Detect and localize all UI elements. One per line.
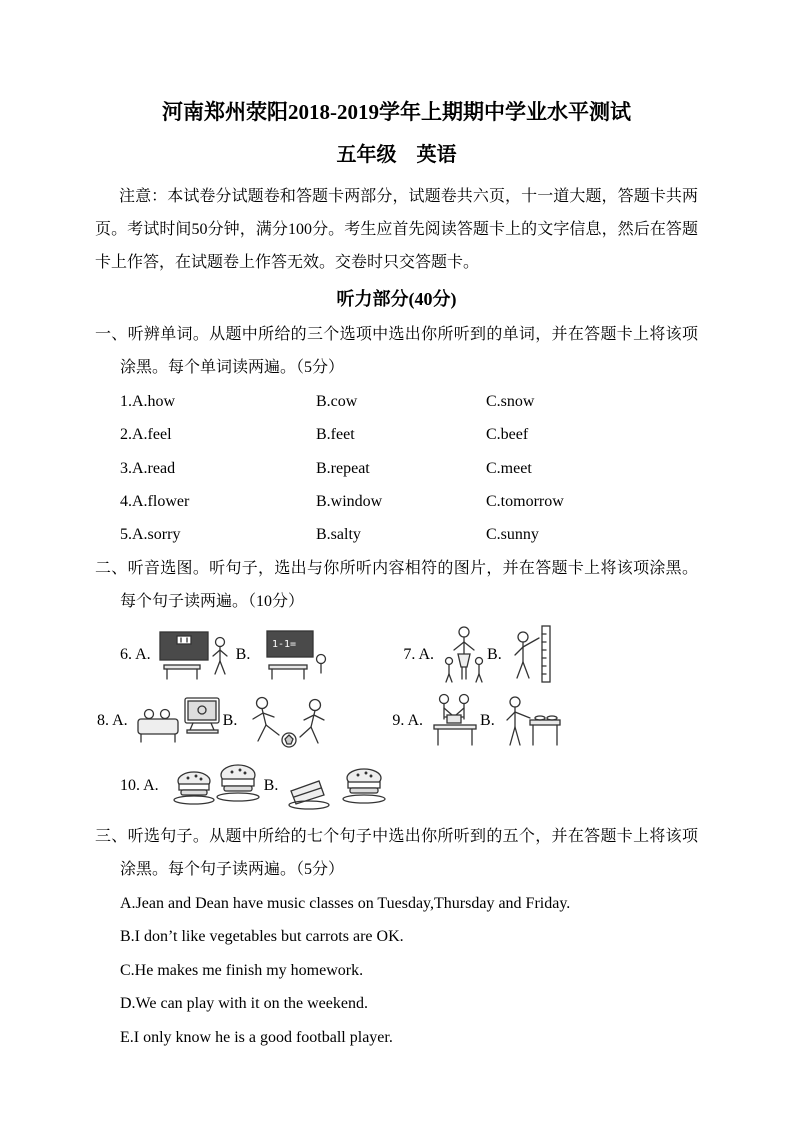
q2-option-c: C.beef bbox=[486, 426, 529, 444]
paper-title: 河南郑州荥阳2018-2019学年上期期中学业水平测试 bbox=[162, 100, 631, 124]
q5-option-c: C.sunny bbox=[486, 526, 539, 544]
q6-option-b-image bbox=[257, 629, 331, 681]
q3-option-a: 3.A.read bbox=[120, 459, 176, 477]
listening-part-title: 听力部分(40分) bbox=[336, 289, 457, 310]
section3-instruction: 三、听选句子。从题中所给的七个句子中选出你所听到的五个，并在答题卡上将该项涂黑。每个句子读两遍。（5分） bbox=[95, 827, 698, 878]
q8-label-a: 8. A. bbox=[97, 711, 128, 729]
q9-label-b: B. bbox=[480, 711, 495, 729]
q10-option-b-image bbox=[285, 757, 393, 815]
q1-option-a: 1.A.how bbox=[120, 392, 176, 410]
q4-option-c: C.tomorrow bbox=[486, 492, 564, 510]
q2-option-a: 2.A.feel bbox=[120, 426, 172, 444]
picture-row-8-9 bbox=[95, 691, 698, 751]
section1-instruction: 一、听辨单词。从题中所给的三个选项中选出你所听到的单词，并在答题卡上将该项涂黑。每个单词读两遍。（5分） bbox=[95, 326, 698, 377]
sentence-e: E.I only know he is a good football player. bbox=[120, 1028, 393, 1046]
q9-option-a-image bbox=[430, 691, 480, 751]
q4-option-a: 4.A.flower bbox=[120, 492, 190, 510]
q10-label-b: B. bbox=[263, 776, 279, 794]
q3-option-c: C.meet bbox=[486, 459, 532, 477]
q10-option-a-image bbox=[166, 756, 264, 816]
q7-option-b-image bbox=[509, 624, 555, 686]
picture-row-10 bbox=[95, 756, 698, 816]
q7-label-b: B. bbox=[487, 645, 502, 663]
sentence-choice-list bbox=[95, 887, 698, 1055]
q4-option-b: B.window bbox=[316, 492, 383, 510]
svg-text:1-1=: 1-1= bbox=[272, 638, 297, 650]
q8-label-b: B. bbox=[222, 711, 238, 729]
q8-option-b-image bbox=[244, 693, 334, 749]
q10-label-a: 10. A. bbox=[120, 776, 159, 794]
q7-label-a: 7. A. bbox=[403, 645, 435, 663]
sentence-b: B.I don’t like vegetables but carrots are OK. bbox=[120, 928, 404, 946]
q1-option-c: C.snow bbox=[486, 392, 535, 410]
section2-instruction: 二、听音选图。听句子，选出与你所听内容相符的图片，并在答题卡上将该项涂黑。每个句子读两遍。（10分） bbox=[95, 560, 698, 611]
q6-option-a-image bbox=[158, 629, 236, 681]
q6-label-b: B. bbox=[235, 645, 251, 663]
sentence-d: D.We can play with it on the weekend. bbox=[120, 995, 368, 1013]
q9-label-a: 9. A. bbox=[392, 711, 424, 729]
q9-option-b-image bbox=[502, 691, 564, 751]
paper-subtitle: 五年级 英语 bbox=[336, 144, 457, 166]
q5-option-a: 5.A.sorry bbox=[120, 526, 181, 544]
q2-option-b: B.feet bbox=[316, 426, 355, 444]
q8-option-a-image bbox=[135, 692, 223, 750]
q1-option-b: B.cow bbox=[316, 392, 358, 410]
q3-option-b: B.repeat bbox=[316, 459, 370, 477]
q5-option-b: B.salty bbox=[316, 526, 361, 544]
q6-label-a: 6. A. bbox=[120, 645, 151, 663]
word-choice-questions bbox=[95, 385, 698, 551]
sentence-c: C.He makes me finish my homework. bbox=[120, 961, 364, 979]
picture-row-6-7 bbox=[95, 624, 698, 686]
exam-notice: 注意：本试卷分试题卷和答题卡两部分，试题卷共六页，十一道大题，答题卡共两页。考试时间50分钟，满分100分。考生应首先阅读答题卡上的文字信息，然后在答题卡上作答，在试题卷上作答无效。交卷时只交答题卡。 bbox=[95, 188, 698, 271]
q7-option-a-image bbox=[441, 624, 487, 686]
sentence-a: A.Jean and Dean have music classes on Tuesday,Thursday and Friday. bbox=[120, 894, 571, 912]
